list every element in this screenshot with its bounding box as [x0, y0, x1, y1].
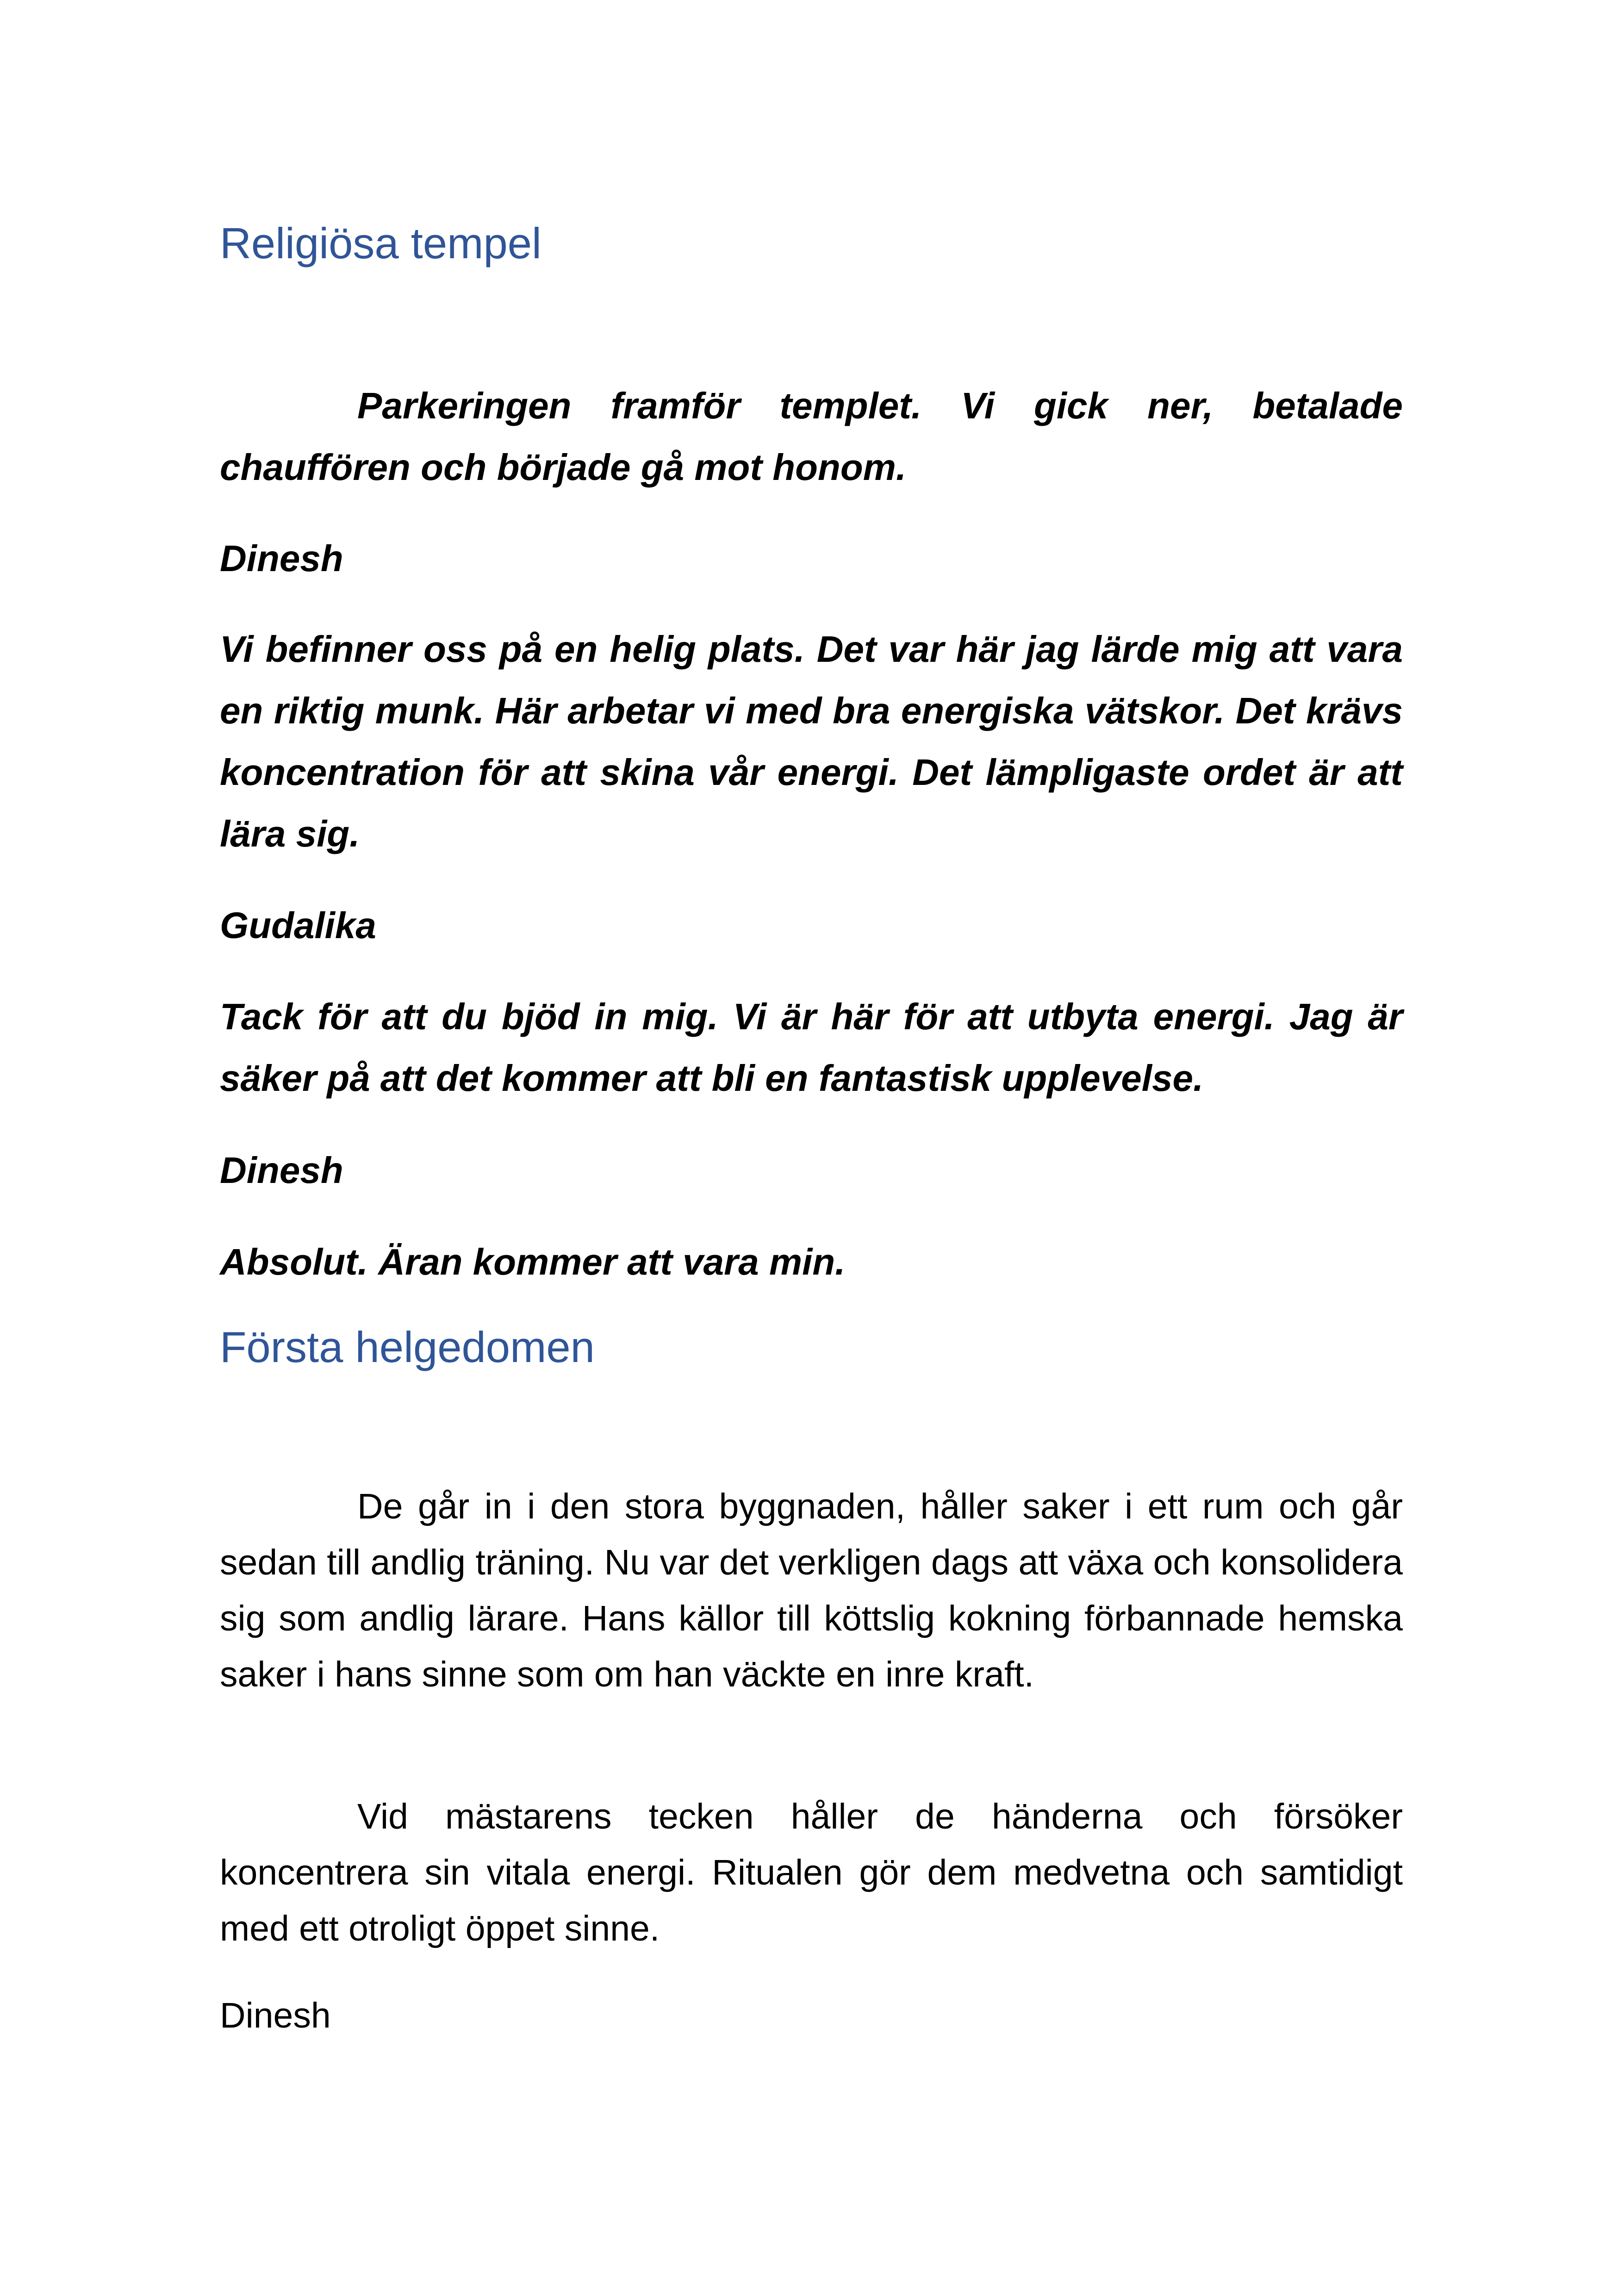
speaker-name: Gudalika — [220, 905, 376, 946]
narrative-paragraph: Vid mästarens tecken håller de händerna och försöker koncentrera sin vitala energi. Ritualen gör dem medvetna och samtidigt med ett otroligt öppet sinne. — [220, 1797, 1403, 1948]
dialogue-line: Vi befinner oss på en helig plats. Det var här jag lärde mig att vara en riktig munk. Här arbetar vi med bra energiska vätskor. Det krävs koncentration för att skina vår energi. Det lämpligaste ordet är att lära sig. — [220, 628, 1403, 854]
speaker-name: Dinesh — [220, 1150, 343, 1191]
speaker-name: Dinesh — [220, 1996, 331, 2035]
dialogue-line: Absolut. Äran kommer att vara min. — [220, 1241, 846, 1282]
intro-paragraph: Parkeringen framför templet. Vi gick ner, betalade chauffören och började gå mot honom. — [220, 385, 1403, 488]
section-heading-forsta-helgedomen: Första helgedomen — [220, 1323, 595, 1371]
section-heading-religiosa-tempel: Religiösa tempel — [220, 219, 541, 268]
dialogue-line: Tack för att du bjöd in mig. Vi är här för att utbyta energi. Jag är säker på att det kommer att bli en fantastisk upplevelse. — [220, 996, 1403, 1099]
narrative-paragraph: De går in i den stora byggnaden, håller saker i ett rum och går sedan till andlig träning. Nu var det verkligen dags att växa och konsolidera sig som andlig lärare. Hans källor till köttslig kokning förbannade hemska saker i hans sinne som om han väckte en inre kraft. — [220, 1487, 1403, 1694]
speaker-name: Dinesh — [220, 538, 343, 579]
